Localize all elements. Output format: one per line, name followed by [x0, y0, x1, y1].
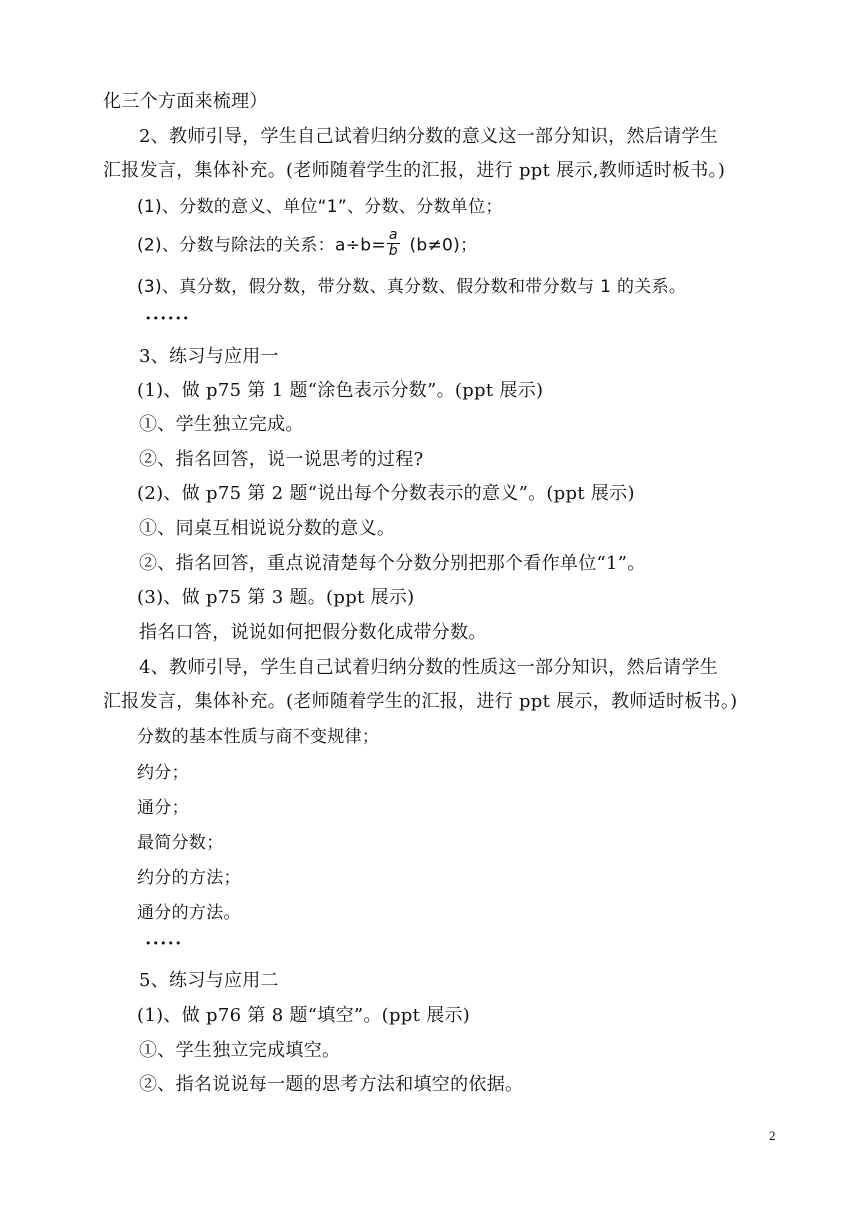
- text-line: (3)、做 p75 第 3 题。(ppt 展示): [137, 587, 415, 608]
- page-number: 2: [769, 1128, 776, 1143]
- text-line: 最简分数；: [137, 833, 224, 853]
- text-line: ①、学生独立完成。: [139, 414, 304, 435]
- text-line: 通分；: [137, 798, 189, 818]
- text-line: (1)、做 p75 第 1 题“涂色表示分数”。(ppt 展示): [137, 380, 544, 401]
- text-line: (1)、分数的意义、单位“1”、分数、分数单位；: [137, 197, 503, 217]
- text-line: 约分的方法；: [137, 868, 241, 888]
- text-line: 汇报发言，集体补充。(老师随着学生的汇报，进行 ppt 展示,教师适时板书。): [103, 160, 726, 181]
- text-line: 通分的方法。: [137, 903, 241, 923]
- text-line: 4、教师引导，学生自己试着归纳分数的性质这一部分知识，然后请学生: [139, 657, 719, 678]
- text-line: 指名口答，说说如何把假分数化成带分数。: [139, 622, 487, 643]
- text-line: ①、同桌互相说说分数的意义。: [139, 518, 396, 539]
- fraction-denominator: b: [388, 243, 398, 259]
- fraction-numerator: a: [388, 227, 398, 243]
- text-line: (1)、做 p76 第 8 题“填空”。(ppt 展示): [137, 1005, 471, 1026]
- text-line: ②、指名回答，重点说清楚每个分数分别把那个看作单位“1”。: [139, 553, 646, 574]
- text-line: 约分；: [137, 763, 189, 783]
- text-line: 3、练习与应用一: [139, 346, 279, 367]
- text-line: ①、学生独立完成填空。: [139, 1040, 341, 1061]
- formula-suffix: (b≠0)；: [403, 235, 478, 256]
- text-line: 分数的基本性质与商不变规律；: [137, 727, 380, 747]
- text-line: 5、练习与应用二: [139, 970, 279, 991]
- text-line: 2、教师引导，学生自己试着归纳分数的意义这一部分知识，然后请学生: [139, 126, 719, 147]
- text-line: 汇报发言，集体补充。(老师随着学生的汇报，进行 ppt 展示，教师适时板书。): [103, 691, 738, 712]
- text-line: ②、指名回答，说一说思考的过程?: [139, 449, 424, 470]
- formula-line: [137, 227, 478, 261]
- ellipsis-dots: •••••: [145, 937, 183, 950]
- formula-prefix: (2)、分数与除法的关系：a÷b=: [137, 235, 386, 256]
- ellipsis-dots: ••••••: [145, 312, 190, 325]
- text-line: (3)、真分数，假分数，带分数、真分数、假分数和带分数与 1 的关系。: [137, 277, 687, 297]
- text-line: (2)、做 p75 第 2 题“说出每个分数表示的意义”。(ppt 展示): [137, 483, 635, 504]
- text-line: 化三个方面来梳理）: [103, 91, 268, 112]
- fraction: [387, 228, 400, 259]
- text-line: ②、指名说说每一题的思考方法和填空的依据。: [139, 1074, 524, 1095]
